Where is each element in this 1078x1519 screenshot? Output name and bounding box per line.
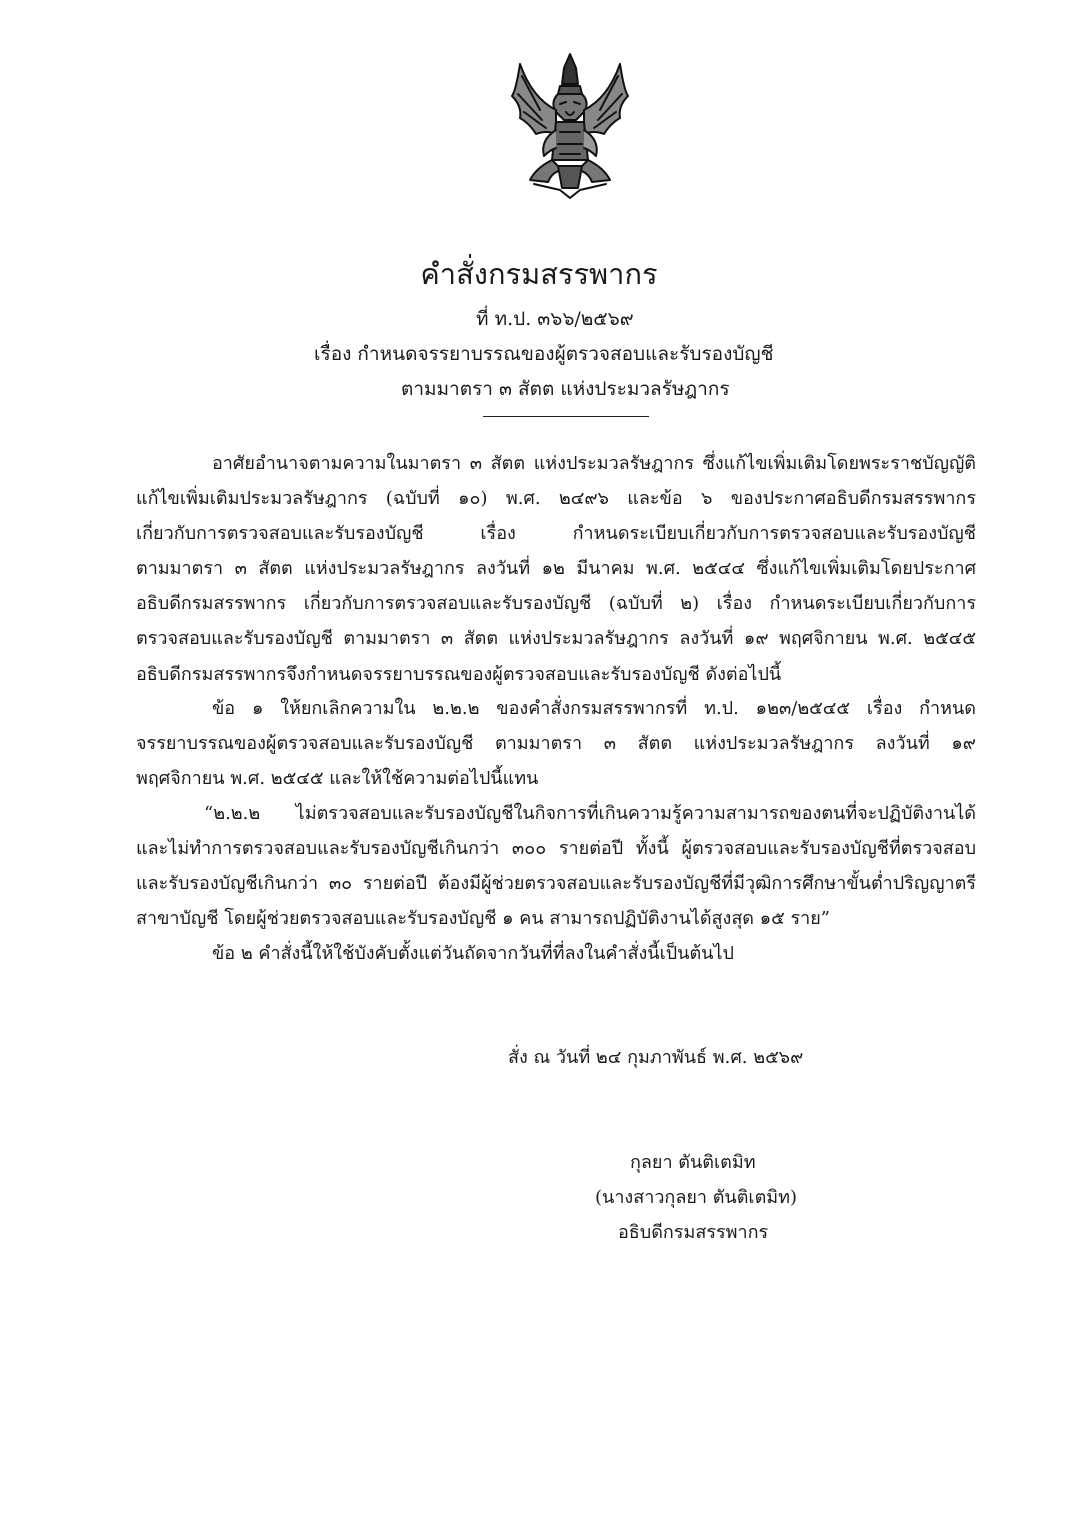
clause-1-paragraph: [136, 691, 976, 796]
title-divider: [483, 416, 649, 417]
text-line: พฤศจิกายน พ.ศ. ๒๕๔๕ และให้ใช้ความต่อไปนี้แทน: [136, 768, 539, 790]
clause-2-paragraph: [136, 936, 976, 971]
signatory-name: กุลยา ตันติเตมิท: [630, 1152, 756, 1173]
text-line: อาศัยอำนาจตามความในมาตรา ๓ สัตต แห่งประมวลรัษฎากร ซึ่งแก้ไขเพิ่มเติมโดยพระราชบัญญัติ: [212, 453, 976, 474]
text-line: “๒.๒.๒ ไม่ตรวจสอบและรับรองบัญชีในกิจการที่เกินความรู้ความสามารถของตนที่จะปฏิบัติงานได้: [204, 803, 976, 824]
order-subject: เรื่อง กำหนดจรรยาบรรณของผู้ตรวจสอบและรับรองบัญชี: [314, 343, 774, 365]
preamble-paragraph: [136, 446, 976, 692]
order-date: สั่ง ณ วันที่ ๒๔ กุมภาพันธ์ พ.ศ. ๒๕๖๙: [508, 1047, 804, 1068]
text-line: แก้ไขเพิ่มเติมประมวลรัษฎากร (ฉบับที่ ๑๐) พ.ศ. ๒๔๙๖ และข้อ ๖ ของประกาศอธิบดีกรมสรรพากร: [136, 488, 976, 510]
text-line: สาขาบัญชี โดยผู้ช่วยตรวจสอบและรับรองบัญชี ๑ คน สามารถปฏิบัติงานได้สูงสุด ๑๕ ราย”: [136, 908, 831, 930]
text-line: อธิบดีกรมสรรพากรจึงกำหนดจรรยาบรรณของผู้ตรวจสอบและรับรองบัญชี ดังต่อไปนี้: [136, 663, 782, 685]
text-line: ตรวจสอบและรับรองบัญชี ตามมาตรา ๓ สัตต แห่งประมวลรัษฎากร ลงวันที่ ๑๙ พฤศจิกายน พ.ศ. ๒๕๔๕: [136, 628, 976, 650]
text-line: อธิบดีกรมสรรพากร เกี่ยวกับการตรวจสอบและรับรองบัญชี (ฉบับที่ ๒) เรื่อง กำหนดระเบียบเกี่ยวกับการ: [136, 593, 976, 615]
text-line: จรรยาบรรณของผู้ตรวจสอบและรับรองบัญชี ตามมาตรา ๓ สัตต แห่งประมวลรัษฎากร ลงวันที่ ๑๙: [136, 733, 976, 755]
order-subject-continued: ตามมาตรา ๓ สัตต แห่งประมวลรัษฎากร: [401, 378, 730, 400]
text-line: ข้อ ๒ คำสั่งนี้ให้ใช้บังคับตั้งแต่วันถัดจากวันที่ที่ลงในคำสั่งนี้เป็นต้นไป: [212, 943, 734, 964]
text-line: เกี่ยวกับการตรวจสอบและรับรองบัญชี เรื่อง กำหนดระเบียบเกี่ยวกับการตรวจสอบและรับรองบัญชี: [136, 523, 976, 545]
text-line: และไม่ทำการตรวจสอบและรับรองบัญชีเกินกว่า ๓๐๐ รายต่อปี ทั้งนี้ ผู้ตรวจสอบและรับรองบัญชีที่ตรวจสอบ: [136, 838, 976, 860]
order-number: ที่ ท.ป. ๓๖๖/๒๕๖๙: [476, 308, 634, 330]
text-line: ตามมาตรา ๓ สัตต แห่งประมวลรัษฎากร ลงวันที่ ๑๒ มีนาคม พ.ศ. ๒๕๔๔ ซึ่งแก้ไขเพิ่มเติมโดยประกาศ: [136, 558, 976, 580]
text-line: และรับรองบัญชีเกินกว่า ๓๐ รายต่อปี ต้องมีผู้ช่วยตรวจสอบและรับรองบัญชีที่มีวุฒิการศึกษาขั้นต่ำปริญญาตรี: [136, 873, 976, 895]
amended-text-quote: [136, 796, 976, 936]
signatory-position: อธิบดีกรมสรรพากร: [618, 1222, 769, 1243]
signatory-full-name: (นางสาวกุลยา ตันติเตมิท): [595, 1187, 798, 1208]
garuda-emblem-icon: [500, 50, 640, 200]
order-title: คำสั่งกรมสรรพากร: [420, 257, 658, 291]
text-line: ข้อ ๑ ให้ยกเลิกความใน ๒.๒.๒ ของคำสั่งกรมสรรพากรที่ ท.ป. ๑๒๓/๒๕๔๕ เรื่อง กำหนด: [212, 698, 976, 719]
